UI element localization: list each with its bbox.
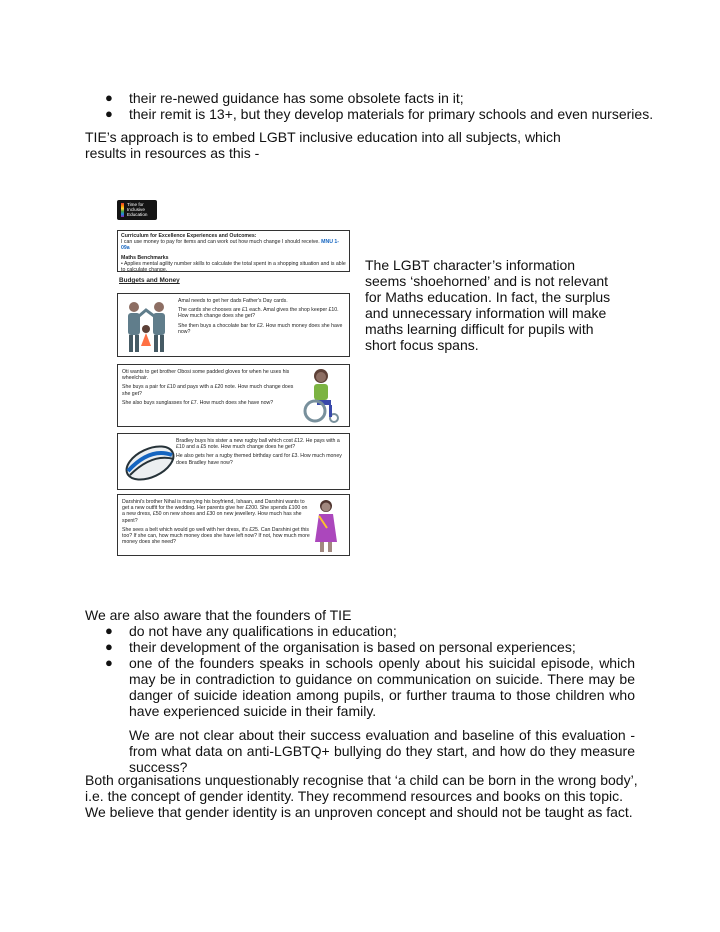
card-text: The cards she chooses are £1 each. Amal gives the shop keeper £10. How much change does she get?	[178, 307, 339, 320]
logo-line: Time for	[127, 202, 144, 207]
worksheet-figure	[115, 200, 353, 560]
bullet-icon: ●	[105, 655, 113, 670]
question-card	[117, 433, 350, 490]
bullet-text: their re-newed guidance has some obsolete facts in it;	[129, 90, 464, 106]
bullet-text: their remit is 13+, but they develop materials for primary schools and even nurseries.	[129, 106, 654, 122]
logo-line: Education	[127, 212, 148, 218]
closing-paragraph: Both organisations unquestionably recognise that ‘a child can be born in the wrong body’, i.e. the concept of gender identity. They recommend resources and books on this topic. We believe that gender identity is an unproven concept and should not be taught as fact.	[85, 772, 638, 820]
bullet-text: do not have any qualifications in education;	[129, 623, 397, 639]
tie-logo	[117, 200, 157, 220]
founders-intro: We are also aware that the founders of TIE	[85, 607, 352, 623]
curriculum-heading: Curriculum for Excellence Experiences and Outcomes:	[121, 233, 257, 239]
bullet-text: one of the founders speaks in schools openly about his suicidal episode, which may be in contradiction to guidance on communication on suicide. There may be danger of suicide ideation among pupils, or further trauma to those children who have experienced suicide in their family.	[129, 655, 635, 719]
card-text: She then buys a chocolate bar for £2. How much money does she have now?	[178, 322, 343, 335]
benchmarks-line: • Applies mental agility number skills to calculate the total spent in a shopping situation and is able to calculate change.	[121, 260, 346, 274]
tie-approach-paragraph: TIE’s approach is to embed LGBT inclusive education into all subjects, which results in resources as this -	[85, 129, 561, 161]
card-text: Darshini's brother Nihal is marrying his boyfriend, Ishaan, and Darshini wants to get a new outfit for the wedding. Her parents give her £200. She spends £100 on a new dress, £50 on new shoes and £30 on new jewellery. How much has she spent?	[122, 499, 308, 524]
list-item	[102, 639, 635, 655]
founders-bullet-list	[102, 623, 635, 719]
bullet-icon: ●	[105, 623, 113, 638]
bullet-icon: ●	[105, 106, 113, 121]
wheelchair-user-illustration-icon	[297, 367, 345, 425]
bullet-icon: ●	[105, 639, 113, 654]
question-card	[117, 494, 350, 556]
bullet-text: their development of the organisation is based on personal experiences;	[129, 639, 576, 655]
card-text: He also gets her a rugby themed birthday card for £3. How much money does Bradley have now?	[176, 453, 342, 466]
rainbow-bar-icon	[121, 203, 124, 217]
list-item	[102, 623, 635, 639]
card-text: She sees a belt which would go well with her dress, it's £25. Can Darshini get this too? If she can, how much money does she have left now? If not, how much more money does she need?	[122, 526, 310, 546]
evaluation-paragraph: We are not clear about their success evaluation and baseline of this evaluation - from what data on anti-LGBTQ+ bullying do they start, and how do they measure success?	[129, 727, 635, 775]
question-card	[117, 293, 350, 357]
list-item	[102, 106, 662, 122]
question-card	[117, 364, 350, 427]
top-bullet-list	[102, 90, 662, 122]
card-text: Bradley buys his sister a new rugby ball which cost £12. He pays with a £10 and a £5 note. How much change does he get?	[176, 438, 340, 451]
card-text: Oti wants to get brother Obosi some padded gloves for when he uses his wheelchair.	[122, 369, 290, 382]
card-text: She buys a pair for £10 and pays with a £20 note. How much change does she get?	[122, 384, 294, 397]
curriculum-code: MNU 1-09a	[121, 239, 340, 252]
curriculum-box	[117, 230, 350, 272]
family-illustration-icon	[122, 298, 172, 356]
list-item	[102, 90, 662, 106]
card-text: She also buys sunglasses for £7. How much does she have now?	[122, 399, 274, 406]
rugby-ball-illustration-icon	[122, 441, 178, 485]
benchmarks-heading: Maths Benchmarks	[121, 254, 169, 261]
curriculum-line: I can use money to pay for items and can work out how much change I should receive.	[121, 239, 320, 246]
logo-line: Inclusive	[127, 207, 145, 213]
card-text: Amal needs to get her dads Father's Day cards.	[178, 298, 288, 304]
bullet-icon: ●	[105, 90, 113, 105]
list-item	[102, 655, 635, 719]
side-note: The LGBT character’s information seems ‘shoehorned’ and is not relevant for Maths education. In fact, the surplus and unnecessary information will make maths learning difficult for pupils with short focus spans.	[365, 257, 611, 353]
girl-in-dress-illustration-icon	[309, 498, 343, 554]
section-title: Budgets and Money	[119, 277, 180, 284]
